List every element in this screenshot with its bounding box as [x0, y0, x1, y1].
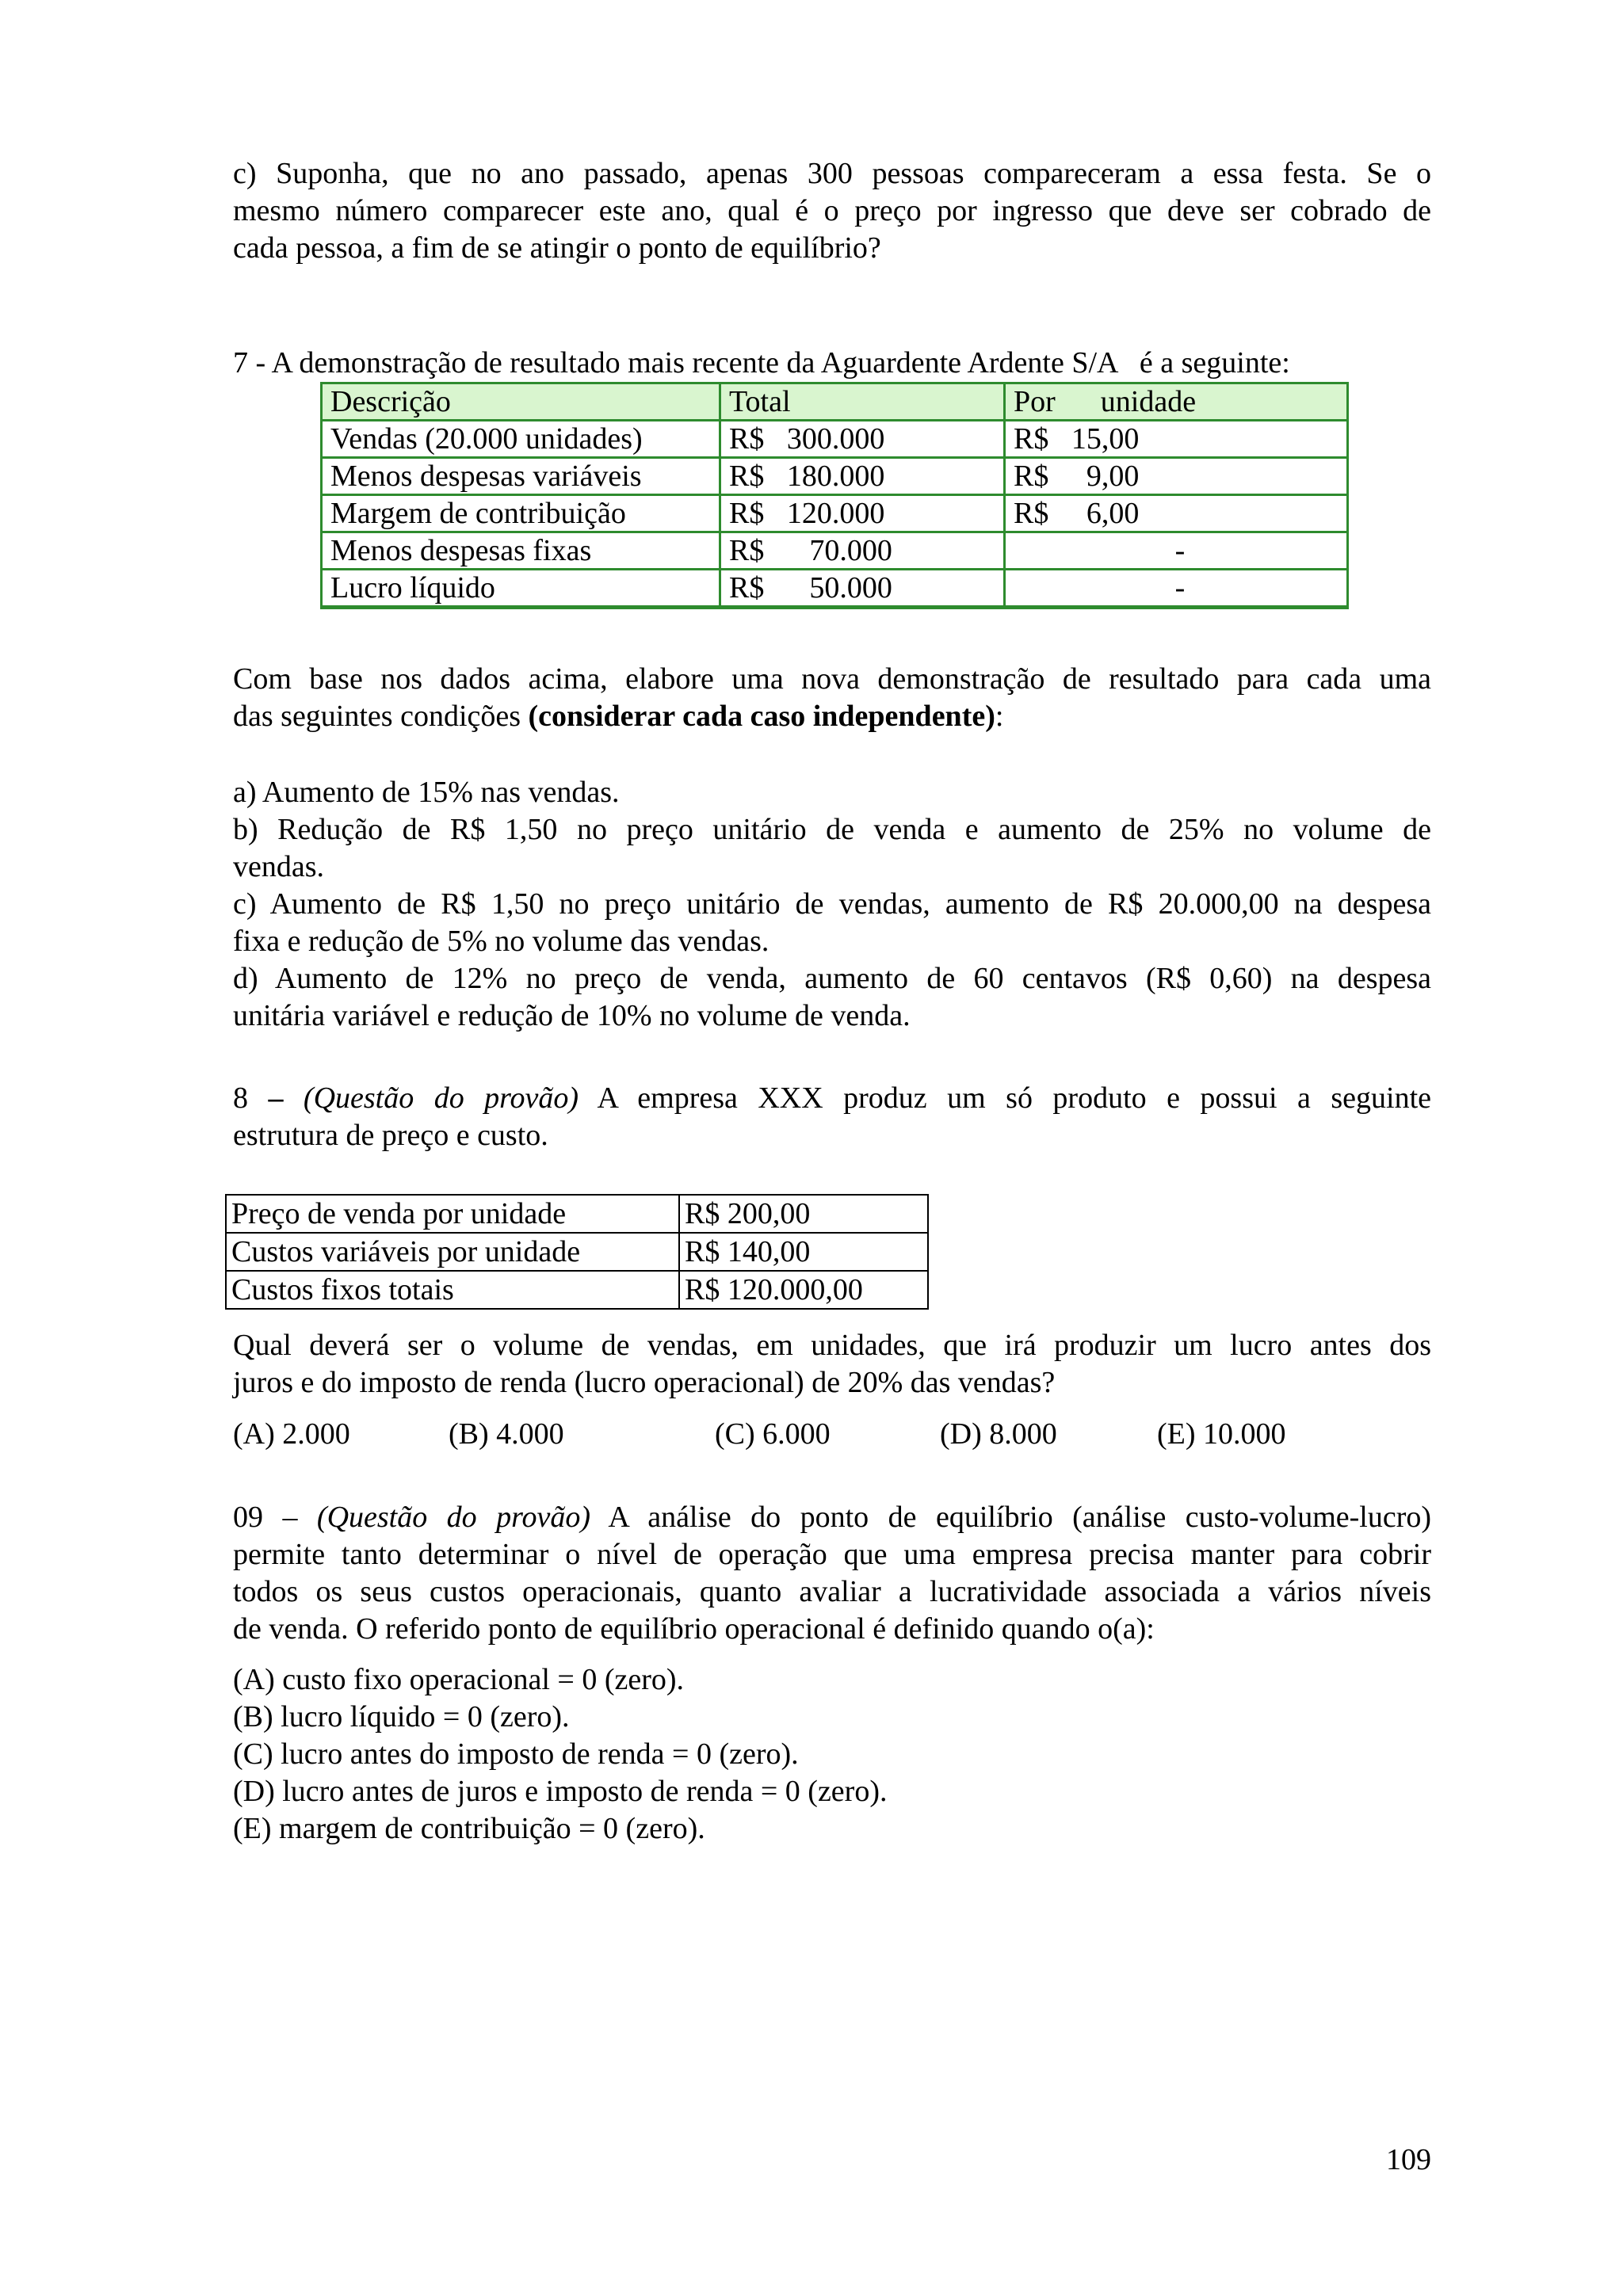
q7-item-c: c) Aumento de R$ 1,50 no preço unitário de vendas, aumento de R$ 20.000,00 na despesa — [233, 887, 1431, 921]
q8-intro-line: estrutura de preço e custo. — [233, 1119, 548, 1152]
question-label: (Questão do provão) — [283, 1081, 579, 1115]
text-fragment: : — [995, 700, 1004, 733]
q8-option-e: (E) 10.000 — [1157, 1417, 1286, 1451]
q8-intro — [233, 1080, 1431, 1154]
q9-options — [233, 1661, 1431, 1848]
q9-line: de venda. O referido ponto de equilíbrio operacional é definido quando o(a): — [233, 1612, 1155, 1646]
text-fragment: A análise do ponto de equilíbrio (análise custo-volume-lucro) — [590, 1501, 1431, 1534]
table-cell: R$ 180.000 — [720, 458, 1005, 495]
table-cell: R$ 6,00 — [1005, 495, 1348, 532]
table-row — [226, 1233, 928, 1271]
table-cell: R$ 200,00 — [679, 1195, 928, 1233]
question-number: 8 — [233, 1081, 269, 1115]
table-cell: R$ 50.000 — [720, 570, 1005, 608]
table-cell: R$ 120.000 — [720, 495, 1005, 532]
table-header-cell: Total — [720, 383, 1005, 421]
table-cell: R$ 140,00 — [679, 1233, 928, 1271]
table-header-cell: Descrição — [322, 383, 720, 421]
q7-items — [233, 774, 1431, 1035]
table-row — [322, 570, 1348, 608]
table-cell: R$ 120.000,00 — [679, 1271, 928, 1309]
table-cell: Custos fixos totais — [226, 1271, 679, 1309]
q7-intro: 7 - A demonstração de resultado mais recente da Aguardente Ardente S/A é a seguinte: — [233, 346, 1290, 379]
question-label: (Questão do provão) — [316, 1501, 591, 1534]
q9-option-e: (E) margem de contribuição = 0 (zero). — [233, 1812, 705, 1845]
text-fragment: das seguintes condições — [233, 700, 529, 733]
q8-option-d: (D) 8.000 — [940, 1417, 1057, 1451]
table-row — [322, 458, 1348, 495]
table-cell: Margem de contribuição — [322, 495, 720, 532]
q7-item-c: fixa e redução de 5% no volume das vendas. — [233, 925, 769, 958]
q6c-line: cada pessoa, a fim de se atingir o ponto de equilíbrio? — [233, 231, 881, 265]
question-number: 09 – — [233, 1501, 317, 1534]
q8-question-line: Qual deverá ser o volume de vendas, em unidades, que irá produzir um lucro antes dos — [233, 1329, 1431, 1362]
q8-question-line: juros e do imposto de renda (lucro operacional) de 20% das vendas? — [233, 1366, 1056, 1399]
q9-option-b: (B) lucro líquido = 0 (zero). — [233, 1700, 570, 1733]
q8-option-c: (C) 6.000 — [715, 1417, 831, 1451]
table-row — [226, 1195, 928, 1233]
table-cell: Lucro líquido — [322, 570, 720, 608]
q7-instructions-line — [233, 698, 1431, 735]
q6c-paragraph — [233, 155, 1431, 267]
q9-option-d: (D) lucro antes de juros e imposto de renda = 0 (zero). — [233, 1775, 888, 1808]
table-row — [322, 421, 1348, 458]
q8-option-b: (B) 4.000 — [449, 1417, 564, 1451]
table-cell: R$ 300.000 — [720, 421, 1005, 458]
q7-item-d: d) Aumento de 12% no preço de venda, aumento de 60 centavos (R$ 0,60) na despesa — [233, 962, 1431, 995]
bold-text: (considerar cada caso independente) — [528, 700, 995, 733]
q9-line — [233, 1499, 1431, 1536]
dash: – — [268, 1081, 284, 1115]
text-fragment: A empresa XXX produz um só produto e possui a seguinte — [579, 1081, 1431, 1115]
q7-item-d: unitária variável e redução de 10% no volume de venda. — [233, 999, 911, 1032]
table-cell: Menos despesas fixas — [322, 532, 720, 570]
table-cell: Custos variáveis por unidade — [226, 1233, 679, 1271]
table-cell: - — [1005, 532, 1348, 570]
income-statement-table — [320, 382, 1349, 609]
q8-option-a: (A) 2.000 — [233, 1417, 350, 1451]
table-header-row — [322, 383, 1348, 421]
q9-line: permite tanto determinar o nível de operação que uma empresa precisa manter para cobrir — [233, 1538, 1431, 1571]
table-cell: R$ 9,00 — [1005, 458, 1348, 495]
q8-question — [233, 1327, 1431, 1402]
table-cell: Preço de venda por unidade — [226, 1195, 679, 1233]
table-header-cell: Por unidade — [1005, 383, 1348, 421]
q7-instructions-line: Com base nos dados acima, elabore uma nova demonstração de resultado para cada uma — [233, 662, 1431, 696]
table-cell: - — [1005, 570, 1348, 608]
q9-line: todos os seus custos operacionais, quanto avaliar a lucratividade associada a vários níveis — [233, 1575, 1431, 1608]
q7-item-b: vendas. — [233, 850, 325, 883]
q7-instructions — [233, 661, 1431, 735]
q9-paragraph — [233, 1499, 1431, 1648]
q6c-line: c) Suponha, que no ano passado, apenas 300 pessoas compareceram a essa festa. Se o — [233, 157, 1431, 190]
table-row — [322, 532, 1348, 570]
q7-item-a: a) Aumento de 15% nas vendas. — [233, 776, 620, 809]
q9-option-c: (C) lucro antes do imposto de renda = 0 (zero). — [233, 1737, 799, 1771]
q6c-line: mesmo número comparecer este ano, qual é o preço por ingresso que deve ser cobrado de — [233, 194, 1431, 227]
table-cell: R$ 70.000 — [720, 532, 1005, 570]
q7-item-b: b) Redução de R$ 1,50 no preço unitário de venda e aumento de 25% no volume de — [233, 813, 1431, 846]
table-cell: R$ 15,00 — [1005, 421, 1348, 458]
page-number: 109 — [1386, 2143, 1431, 2176]
q8-intro-line — [233, 1080, 1431, 1117]
table-row — [322, 495, 1348, 532]
table-cell: Menos despesas variáveis — [322, 458, 720, 495]
table-cell: Vendas (20.000 unidades) — [322, 421, 720, 458]
table-row — [226, 1271, 928, 1309]
q9-option-a: (A) custo fixo operacional = 0 (zero). — [233, 1663, 685, 1696]
price-cost-table — [225, 1194, 929, 1310]
